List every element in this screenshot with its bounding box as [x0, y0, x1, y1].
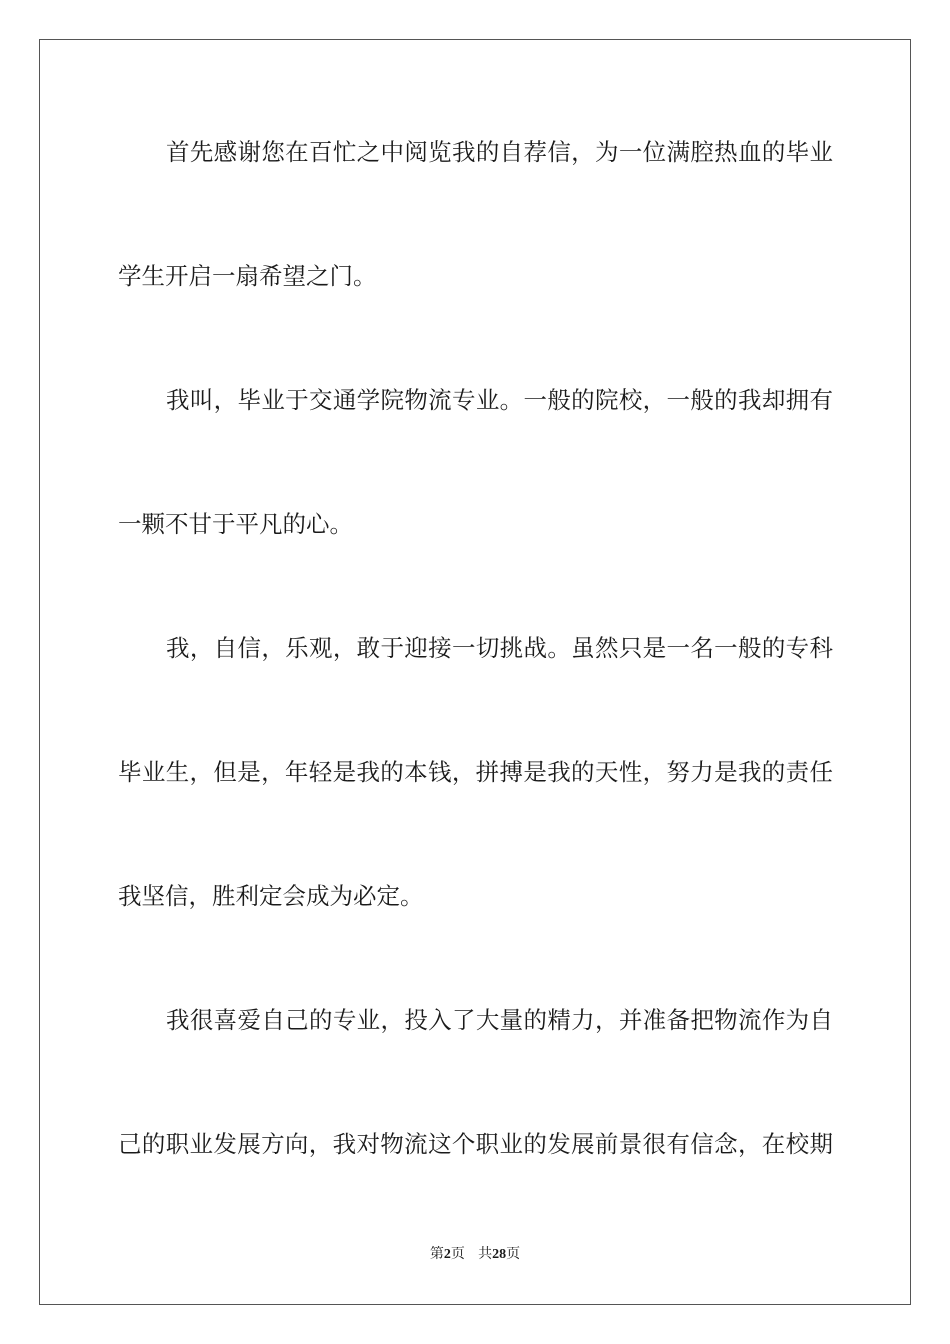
- paragraph-3-line-1: 我，自信，乐观，敢于迎接一切挑战。虽然只是一名一般的专科: [166, 634, 833, 662]
- total-suffix: 页: [506, 1246, 521, 1262]
- paragraph-3-line-3: 我坚信，胜利定会成为必定。: [118, 882, 424, 910]
- page-footer: [0, 1244, 950, 1265]
- paragraph-2-line-1: 我叫，毕业于交通学院物流专业。一般的院校，一般的我却拥有: [166, 386, 833, 414]
- paragraph-4-line-2: 己的职业发展方向，我对物流这个职业的发展前景很有信念，在校期: [118, 1130, 833, 1158]
- paragraph-1-line-1: 首先感谢您在百忙之中阅览我的自荐信，为一位满腔热血的毕业: [166, 138, 833, 166]
- page-prefix: 第: [429, 1246, 444, 1262]
- page-number: 2: [443, 1247, 451, 1262]
- page-suffix: 页: [450, 1246, 465, 1262]
- paragraph-3-line-2: 毕业生，但是，年轻是我的本钱，拼搏是我的天性，努力是我的责任: [118, 758, 833, 786]
- page-border: [39, 39, 911, 1305]
- paragraph-2-line-2: 一颗不甘于平凡的心。: [118, 510, 353, 538]
- total-prefix: 共: [478, 1246, 493, 1262]
- paragraph-4-line-1: 我很喜爱自己的专业，投入了大量的精力，并准备把物流作为自: [166, 1006, 833, 1034]
- paragraph-1-line-2: 学生开启一扇希望之门。: [118, 262, 377, 290]
- total-pages: 28: [492, 1247, 507, 1262]
